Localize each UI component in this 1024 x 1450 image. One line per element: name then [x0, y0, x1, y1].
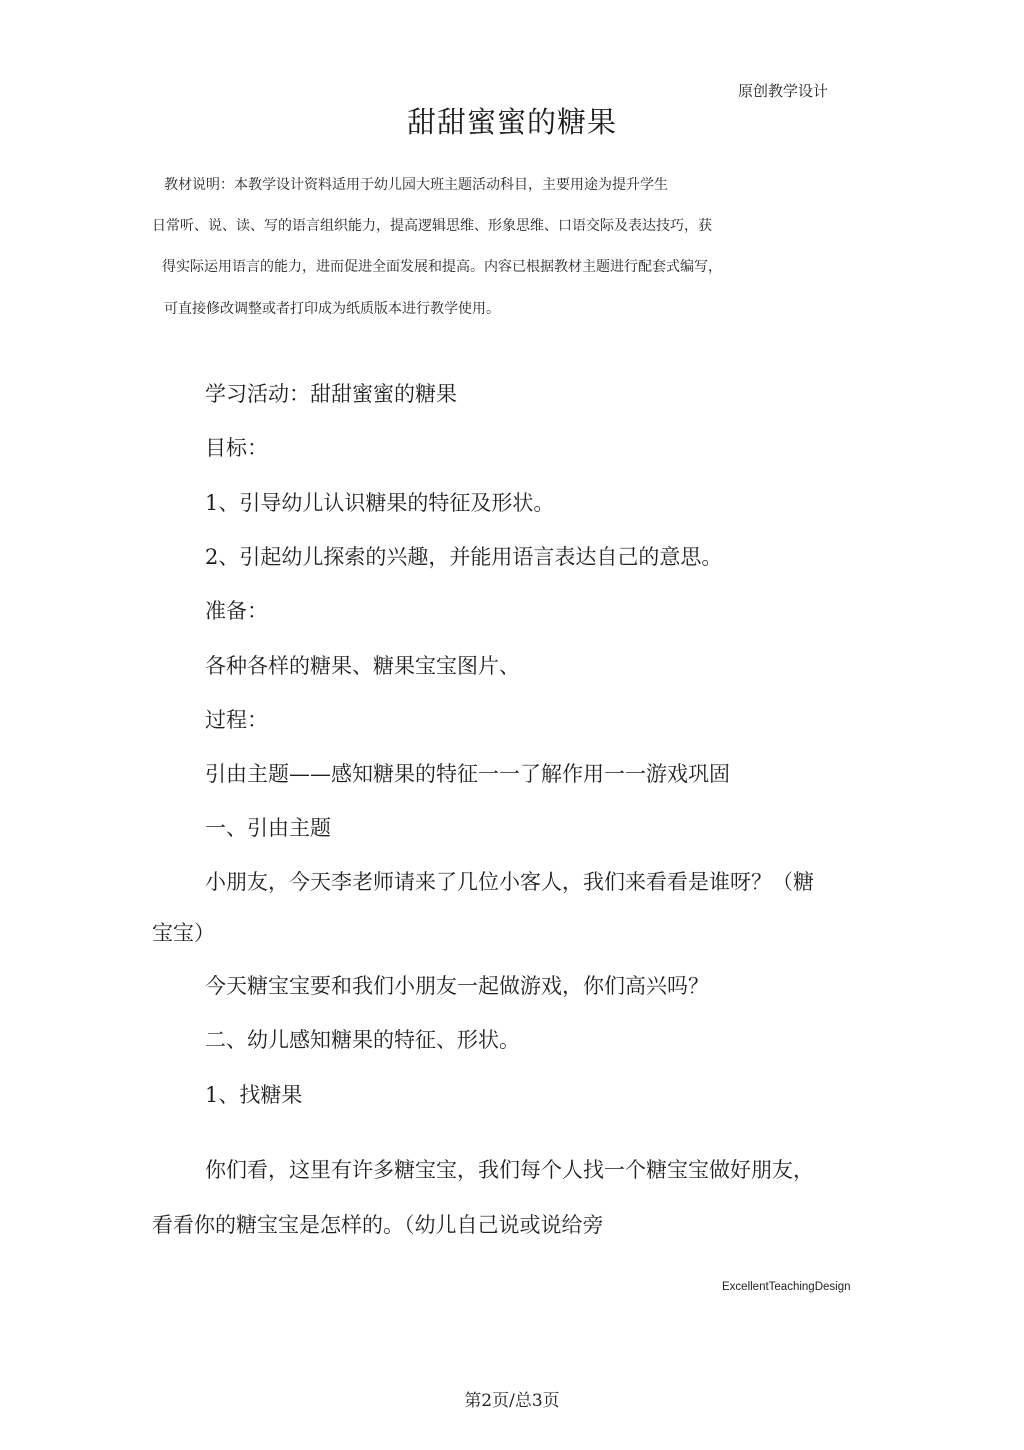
- body-line: 小朋友，今天李老师请来了几位小客人，我们来看看是谁呀？（糖: [205, 870, 814, 894]
- body-line: 引由主题——感知糖果的特征一一了解作用一一游戏巩固: [205, 762, 730, 786]
- body-line: 学习活动：甜甜蜜蜜的糖果: [205, 382, 457, 406]
- body-line: 你们看，这里有许多糖宝宝，我们每个人找一个糖宝宝做好朋友，: [205, 1158, 814, 1182]
- body-line: 2、引起幼儿探索的兴趣，并能用语言表达自己的意思。: [205, 545, 723, 569]
- body-line: 各种各样的糖果、糖果宝宝图片、: [205, 654, 520, 678]
- body-line: 看看你的糖宝宝是怎样的。（幼儿自己说或说给旁: [152, 1213, 604, 1237]
- body-line: 准备：: [205, 599, 268, 623]
- intro-line: 得实际运用语言的能力，进而促进全面发展和提高。内容已根据教材主题进行配套式编写，: [162, 259, 722, 275]
- body-line: 二、幼儿感知糖果的特征、形状。: [205, 1028, 520, 1052]
- header-tag: 原创教学设计: [738, 82, 829, 100]
- body-line: 1、引导幼儿认识糖果的特征及形状。: [205, 491, 555, 515]
- body-line: 宝宝）: [152, 921, 215, 945]
- footer-brand: ExcellentTeachingDesign: [722, 1281, 851, 1293]
- page-title: 甜甜蜜蜜的糖果: [406, 105, 617, 139]
- body-line: 目标：: [205, 436, 268, 460]
- body-line: 过程：: [205, 708, 268, 732]
- body-line: 一、引由主题: [205, 816, 331, 840]
- intro-line: 可直接修改调整或者打印成为纸质版本进行教学使用。: [164, 301, 500, 317]
- body-line: 今天糖宝宝要和我们小朋友一起做游戏，你们高兴吗？: [205, 974, 709, 998]
- page-number: 第2页/总3页: [464, 1391, 560, 1411]
- body-line: 1、找糖果: [205, 1083, 303, 1107]
- intro-line: 日常听、说、读、写的语言组织能力，提高逻辑思维、形象思维、口语交际及表达技巧，获: [152, 218, 712, 234]
- intro-line: 教材说明：本教学设计资料适用于幼儿园大班主题活动科目，主要用途为提升学生: [164, 177, 668, 193]
